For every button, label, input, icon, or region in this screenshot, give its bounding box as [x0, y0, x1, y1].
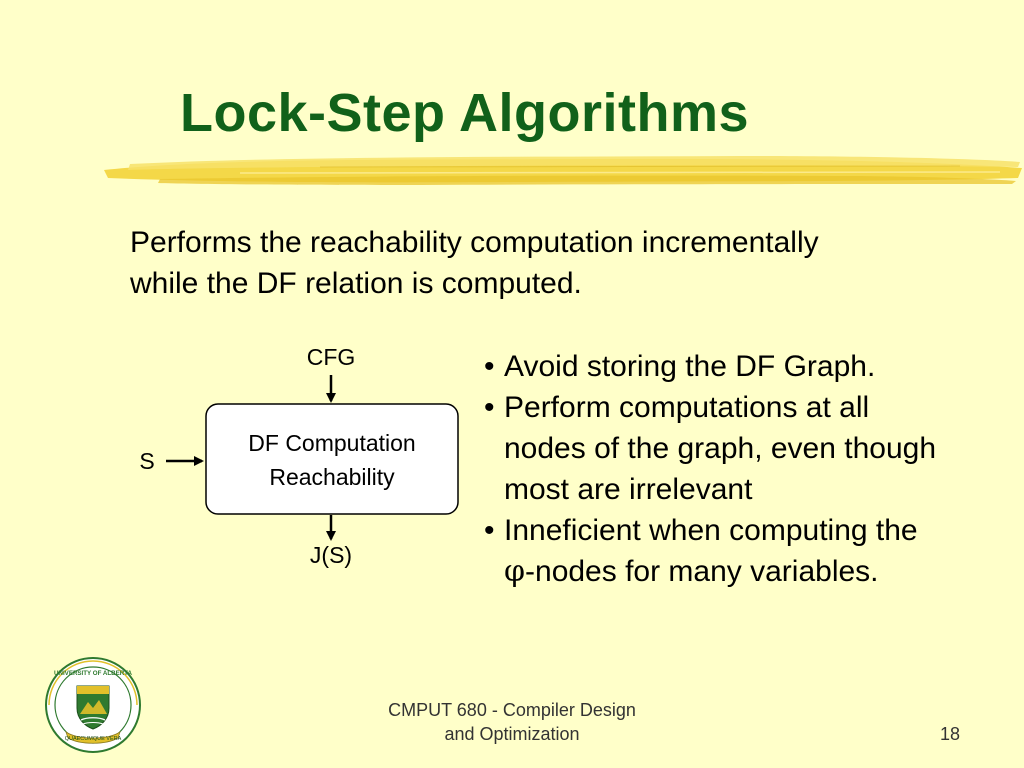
bullet-line: • Avoid storing the DF Graph.	[504, 350, 876, 383]
slide-number: 18	[939, 724, 960, 744]
bullet-line: • Inneficient when computing the	[504, 514, 918, 547]
box-line-1: DF Computation	[248, 430, 416, 456]
df-computation-diagram	[120, 335, 480, 585]
bullet-item	[482, 510, 1012, 592]
bullet-line	[504, 551, 1012, 592]
slide-title: Lock-Step Algorithms	[180, 83, 750, 143]
df-computation-box	[206, 404, 458, 514]
bullet-line: most are irrelevant	[504, 473, 753, 506]
university-of-alberta-crest-icon	[44, 656, 142, 754]
crest-university-name: UNIVERSITY OF ALBERTA	[54, 670, 132, 677]
title-underline-brush-stroke	[100, 148, 1024, 188]
phi-symbol: φ	[504, 554, 526, 589]
output-js-label: J(S)	[309, 542, 353, 568]
box-line-2: Reachability	[269, 464, 395, 490]
bullet-line: nodes of the graph, even though	[504, 432, 937, 465]
footer-course-title	[350, 698, 674, 746]
bullet-item	[482, 346, 1012, 387]
bullet-list	[482, 346, 1012, 592]
bullet-line-rest: -nodes for many variables.	[525, 555, 879, 588]
input-cfg-label: CFG	[306, 344, 356, 370]
crest-motto: QUAECUMQUE VERA	[64, 736, 122, 742]
footer-line: and Optimization	[444, 724, 580, 744]
bullet-line: • Perform computations at all	[504, 391, 870, 424]
intro-line: while the DF relation is computed.	[130, 267, 582, 300]
intro-line: Performs the reachability computation incrementally	[130, 226, 819, 259]
intro-text	[130, 222, 950, 304]
bullet-item	[482, 387, 1012, 510]
input-s-label: S	[139, 448, 155, 474]
footer-line: CMPUT 680 - Compiler Design	[388, 700, 636, 720]
